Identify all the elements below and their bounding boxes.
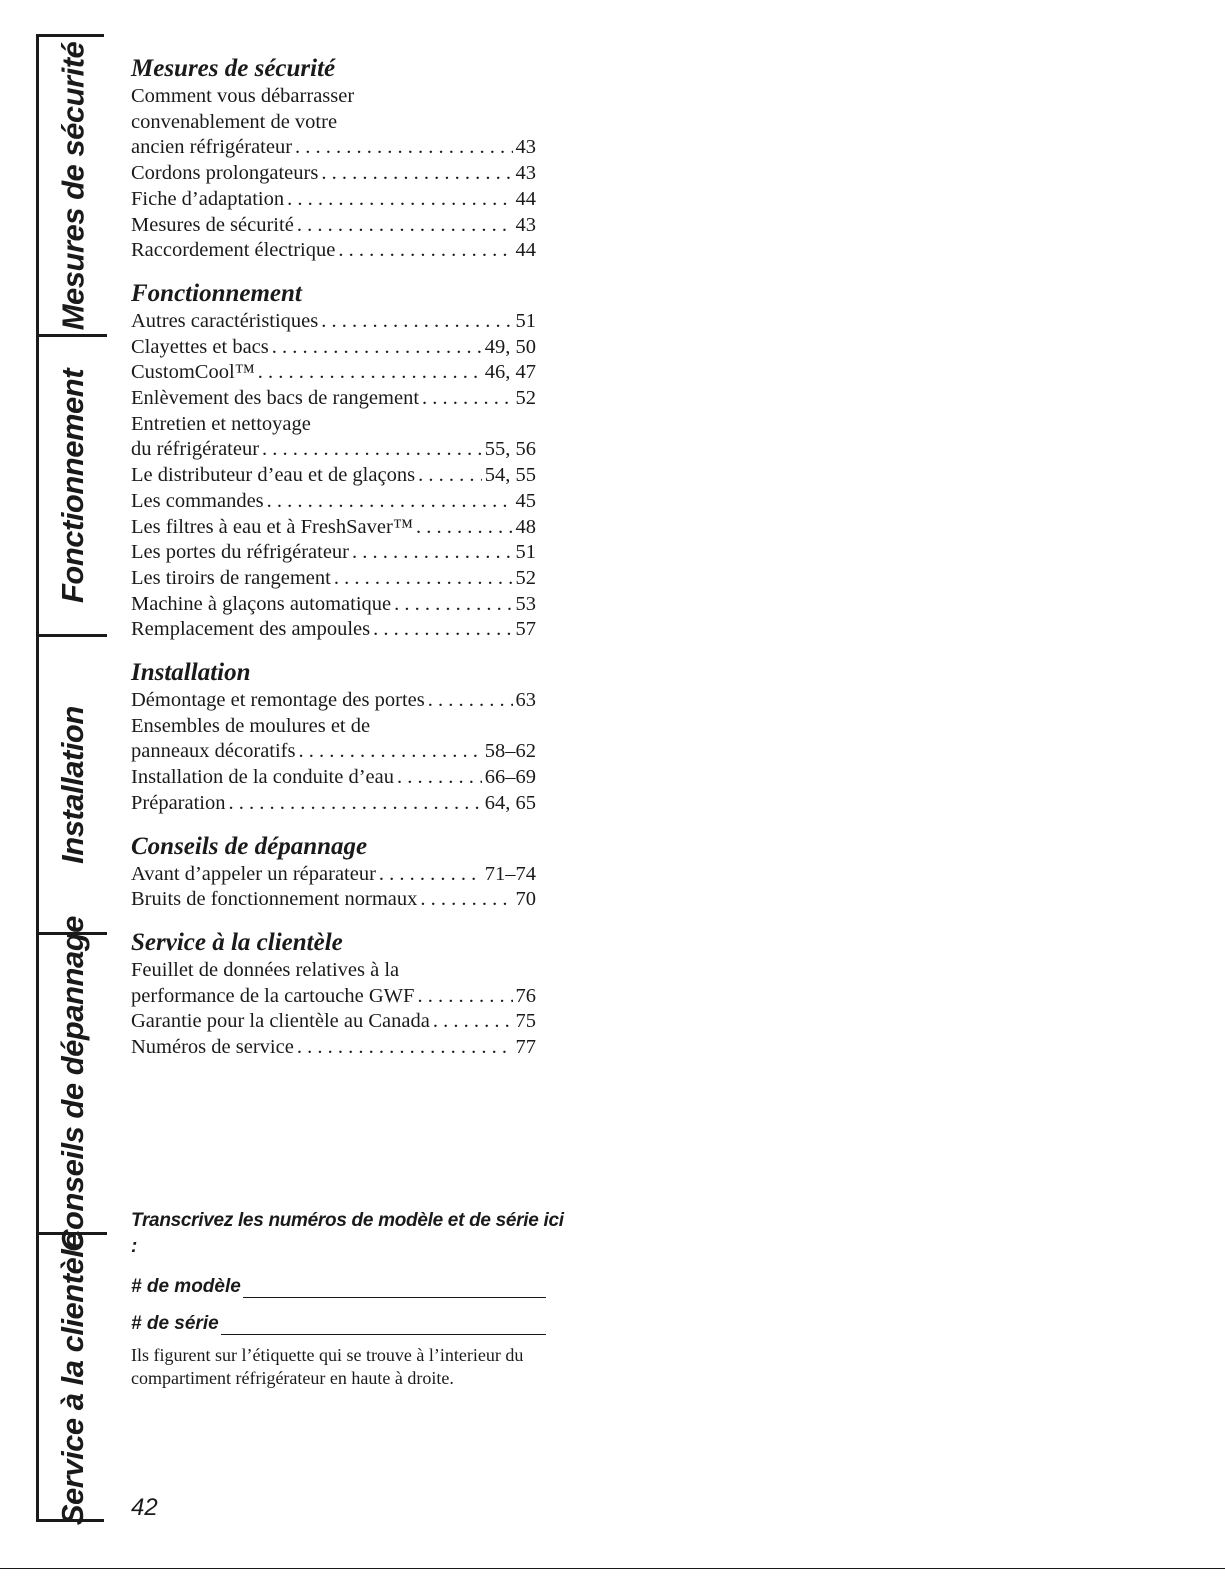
- section-title: Mesures de sécurité: [131, 55, 336, 82]
- index-section: [131, 928, 536, 1061]
- entry-label: Avant d’appeler un réparateur: [131, 862, 376, 885]
- record-note: Ils figurent sur l’étiquette qui se trouve à l’interieur du compartiment réfrigérateur en haute à droite.: [131, 1345, 524, 1388]
- entry-label: Autres caractéristiques: [131, 309, 319, 332]
- index-entry: [131, 360, 536, 386]
- section-tabs: [36, 34, 104, 1525]
- index-entry: [131, 135, 536, 161]
- index-entry: [131, 309, 536, 335]
- entry-page: 44: [515, 187, 536, 210]
- entry-page: 64, 65: [484, 791, 536, 814]
- entry-label: Enlèvement des bacs de rangement: [131, 387, 420, 410]
- entry-page: 71–74: [484, 862, 536, 885]
- index-entry: [131, 1035, 536, 1061]
- index-entry: [131, 739, 536, 765]
- entry-page: 53: [515, 592, 536, 615]
- entry-page: 77: [515, 1036, 536, 1059]
- dot-leader: [373, 617, 512, 643]
- entry-page: 76: [515, 984, 536, 1007]
- index-entry: [131, 688, 536, 714]
- entry-page: 43: [515, 162, 536, 185]
- index-entry: [131, 463, 536, 489]
- entry-label: Cordons prolongateurs: [131, 162, 319, 185]
- entry-label: Numéros de service: [131, 1036, 294, 1059]
- serial-number-label: # de série: [131, 1313, 219, 1334]
- entry-label: Entretien et nettoyage: [131, 412, 311, 435]
- index-entry: [131, 412, 536, 438]
- entry-label: Installation de la conduite d’eau: [131, 766, 394, 789]
- tab-fonctionnement: [39, 337, 107, 637]
- tab-mesures-de-securite: [39, 37, 107, 337]
- dot-leader: [422, 386, 512, 412]
- dot-leader: [379, 862, 482, 888]
- section-title: Installation: [131, 659, 251, 687]
- index-section: [131, 279, 536, 643]
- entry-label: Le distributeur d’eau et de glaçons: [131, 464, 416, 487]
- dot-leader: [397, 765, 482, 791]
- entry-label: du réfrigérateur: [131, 438, 260, 461]
- index-section: [131, 54, 536, 264]
- record-title: Transcrivez les numéros de modèle et de série ici :: [131, 1210, 564, 1257]
- entry-label: Les tiroirs de rangement: [131, 566, 331, 589]
- entry-page: 45: [515, 489, 536, 512]
- entry-label: Mesures de sécurité: [131, 213, 294, 236]
- index-entry: [131, 887, 536, 913]
- entry-label: Remplacement des ampoules: [131, 618, 371, 641]
- index-entry: [131, 110, 536, 136]
- entry-label: Les filtres à eau et à FreshSaver™: [131, 515, 413, 538]
- entry-page: 49, 50: [484, 335, 536, 358]
- entry-label: Fiche d’adaptation: [131, 187, 285, 210]
- entry-label: Les commandes: [131, 489, 264, 512]
- tab-label: Conseils de dépannage: [55, 915, 91, 1252]
- entry-label: Garantie pour la clientèle au Canada: [131, 1010, 430, 1033]
- tab-conseils-de-depannage: [39, 915, 107, 1252]
- dot-leader: [334, 566, 513, 592]
- dot-leader: [394, 592, 512, 618]
- model-serial-record: [131, 1208, 571, 1390]
- entry-label: Feuillet de données relatives à la: [131, 958, 400, 981]
- entry-page: 43: [515, 136, 536, 159]
- dot-leader: [418, 463, 482, 489]
- dot-leader: [352, 540, 513, 566]
- entry-page: 51: [515, 541, 536, 564]
- page-number: 42: [131, 1494, 158, 1521]
- index-entry: [131, 540, 536, 566]
- tab-label: Fonctionnement: [55, 368, 91, 603]
- entry-label: Comment vous débarrasser: [131, 85, 355, 107]
- index-entry: [131, 213, 536, 239]
- tab-label: Installation: [55, 705, 91, 864]
- entry-page: 52: [515, 387, 536, 410]
- index-entry: [131, 617, 536, 643]
- index-entry: [131, 765, 536, 791]
- tab-installation: [39, 637, 107, 935]
- dot-leader: [295, 135, 512, 161]
- dot-leader: [420, 887, 512, 913]
- entry-label: performance de la cartouche GWF: [131, 984, 415, 1007]
- tab-label: Service à la clientèle: [55, 1232, 90, 1525]
- dot-leader: [433, 1009, 513, 1035]
- index-entry: [131, 84, 536, 110]
- dot-leader: [321, 309, 512, 335]
- dot-leader: [321, 161, 512, 187]
- dot-leader: [297, 1035, 513, 1061]
- entry-label: Clayettes et bacs: [131, 335, 269, 358]
- dot-leader: [262, 437, 482, 463]
- entry-label: Les portes du réfrigérateur: [131, 541, 349, 564]
- dot-leader: [267, 489, 513, 515]
- index-entry: [131, 187, 536, 213]
- dot-leader: [338, 238, 512, 264]
- bottom-rule: [0, 1568, 1225, 1569]
- entry-label: ancien réfrigérateur: [131, 136, 293, 159]
- entry-label: CustomCool™: [131, 361, 255, 384]
- index-entry: [131, 1009, 536, 1035]
- table-of-contents: [131, 54, 536, 1076]
- section-title: Fonctionnement: [131, 279, 302, 307]
- entry-page: 54, 55: [484, 464, 536, 487]
- index-entry: [131, 515, 536, 541]
- index-entry: [131, 714, 536, 740]
- section-title: Service à la clientèle: [131, 928, 343, 956]
- dot-leader: [272, 335, 482, 361]
- entry-page: 57: [515, 618, 536, 641]
- dot-leader: [297, 213, 513, 239]
- entry-page: 46, 47: [484, 361, 536, 384]
- dot-leader: [428, 688, 513, 714]
- entry-label: Ensembles de moulures et de: [131, 714, 371, 737]
- dot-leader: [417, 984, 512, 1010]
- index-entry: [131, 592, 536, 618]
- serial-number-line[interactable]: [221, 1312, 546, 1335]
- section-title: Conseils de dépannage: [131, 832, 368, 860]
- entry-page: 51: [515, 309, 536, 332]
- serial-number-field[interactable]: [131, 1307, 546, 1335]
- entry-page: 70: [515, 888, 536, 911]
- index-entry: [131, 335, 536, 361]
- entry-label: Machine à glaçons automatique: [131, 592, 392, 615]
- entry-label: Démontage et remontage des portes: [131, 689, 425, 712]
- entry-page: 52: [515, 566, 536, 589]
- entry-page: 66–69: [484, 766, 536, 789]
- index-entry: [131, 791, 536, 817]
- index-entry: [131, 238, 536, 264]
- entry-page: 43: [515, 213, 536, 236]
- entry-page: 48: [515, 515, 536, 538]
- entry-page: 75: [515, 1010, 536, 1033]
- entry-page: 63: [515, 689, 536, 712]
- entry-label: panneaux décoratifs: [131, 740, 296, 763]
- entry-page: 44: [515, 239, 536, 262]
- tab-label: Mesures de sécurité: [55, 41, 90, 330]
- index-entry: [131, 386, 536, 412]
- model-number-label: # de modèle: [131, 1276, 241, 1297]
- dot-leader: [287, 187, 512, 213]
- index-section: [131, 832, 536, 913]
- index-entry: [131, 161, 536, 187]
- index-entry: [131, 862, 536, 888]
- entry-label: Raccordement électrique: [131, 239, 336, 262]
- model-number-field[interactable]: [131, 1270, 546, 1298]
- entry-label: Préparation: [131, 791, 226, 814]
- entry-label: convenablement de votre: [131, 110, 338, 133]
- index-section: [131, 658, 536, 817]
- entry-page: 55, 56: [484, 438, 536, 461]
- index-entry: [131, 984, 536, 1010]
- model-number-line[interactable]: [243, 1275, 546, 1298]
- index-entry: [131, 566, 536, 592]
- index-entry: [131, 958, 536, 984]
- tab-service-a-la-clientele: [39, 1232, 107, 1525]
- index-entry: [131, 437, 536, 463]
- entry-label: Bruits de fonctionnement normaux: [131, 888, 418, 911]
- dot-leader: [299, 739, 482, 765]
- index-entry: [131, 489, 536, 515]
- dot-leader: [416, 515, 513, 541]
- dot-leader: [258, 360, 482, 386]
- dot-leader: [229, 791, 482, 817]
- entry-page: 58–62: [484, 740, 536, 763]
